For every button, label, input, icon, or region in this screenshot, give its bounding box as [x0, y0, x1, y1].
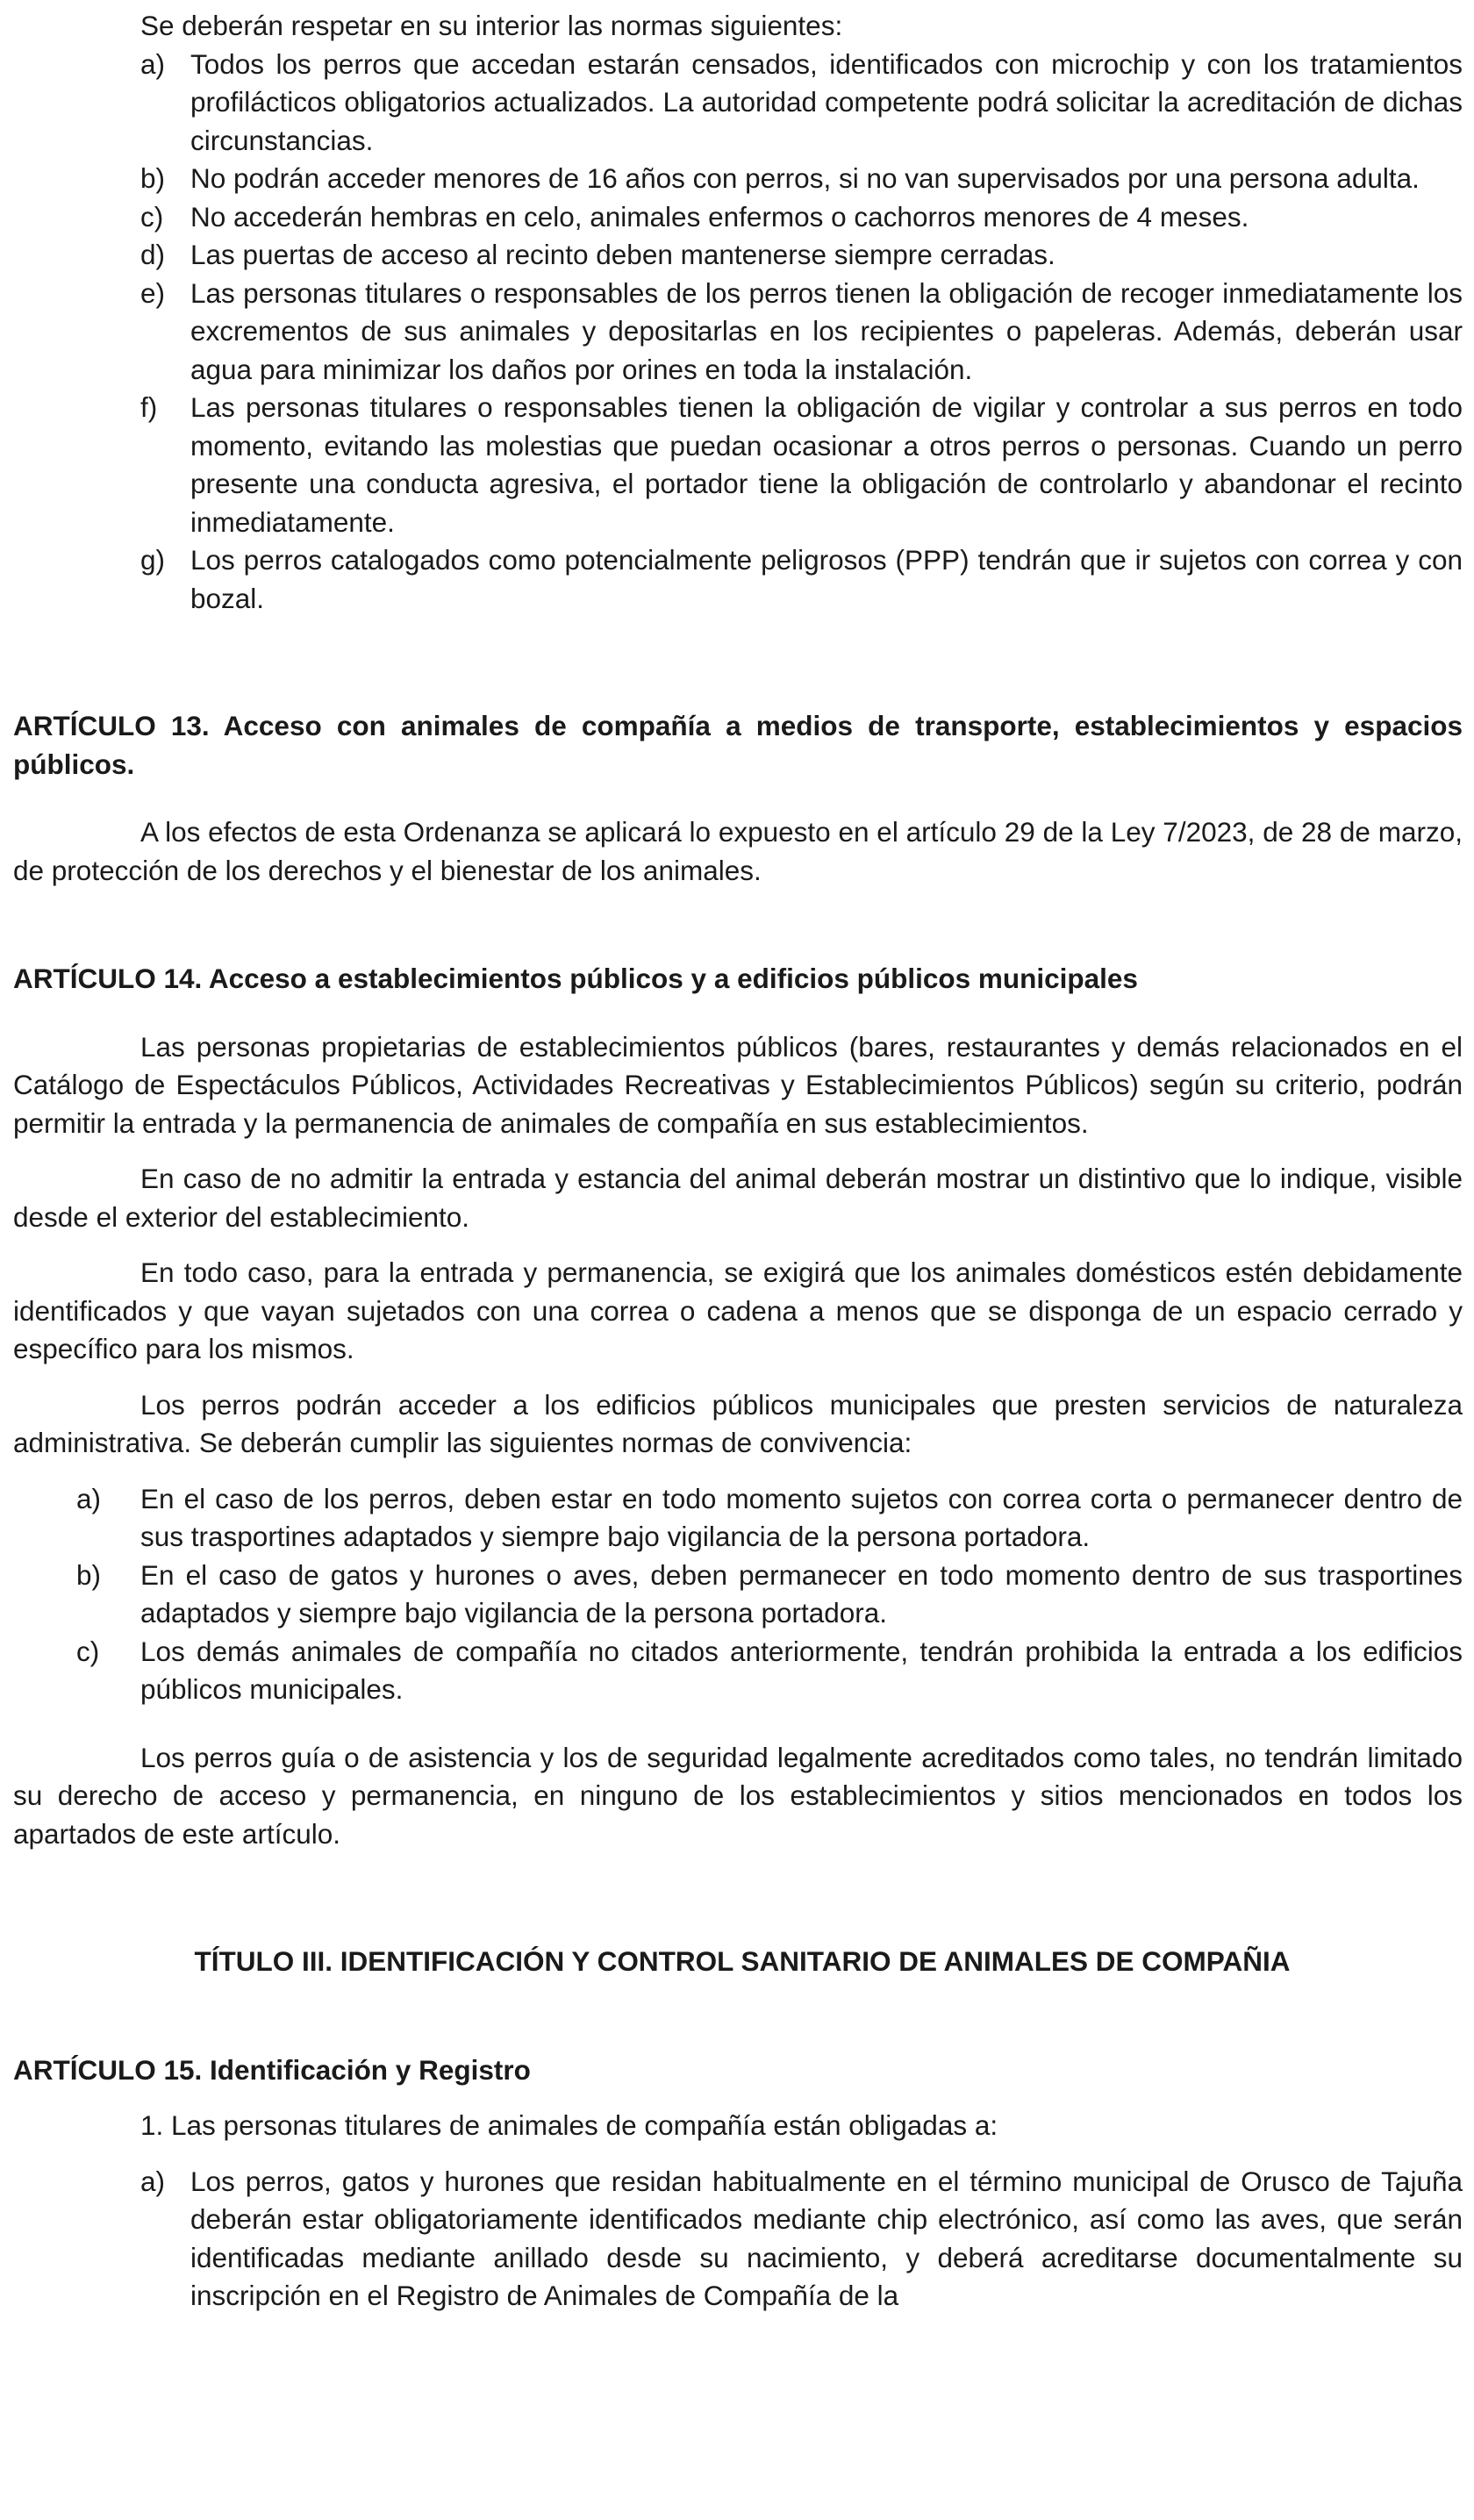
list-marker: a)	[140, 2165, 166, 2197]
list-text: Las personas titulares o responsables de los perros tienen la obligación de recoger inmediatamente los excrementos de sus animales y depositarlas en los recipientes o papeleras. Además, deberán usar agua para minimizar los daños por orines en toda la instalación.	[190, 276, 1463, 385]
list-item	[13, 389, 1463, 541]
list-marker: b)	[140, 162, 166, 194]
list-text: Las personas titulares o responsables tienen la obligación de vigilar y controlar a sus perros en todo momento, evitando las molestias que puedan ocasionar a otros perros o personas. Cuando un perro presente una conducta agresiva, el portador tiene la obligación de controlarlo y abandonar el recinto inmediatamente.	[190, 391, 1463, 538]
list-text: En el caso de gatos y hurones o aves, deben permanecer en todo momento dentro de sus trasportines adaptados y siempre bajo vigilancia de la persona portadora.	[140, 1558, 1463, 1629]
list-marker: c)	[76, 1635, 100, 1667]
list-text: Los perros, gatos y hurones que residan habitualmente en el término municipal de Orusco de Tajuña deberán estar obligatoriamente identificados mediante chip electrónico, así como las aves, que serán identificadas mediante anillado desde su nacimiento, y deberá acreditarse documentalmente su inscripción en el Registro de Animales de Compañía de la	[190, 2165, 1463, 2311]
list-text: No podrán acceder menores de 16 años con perros, si no van supervisados por una persona adulta.	[190, 162, 1420, 194]
list-item	[13, 275, 1463, 390]
art12-rules-list	[13, 46, 1463, 619]
list-item	[13, 46, 1463, 161]
list-text: Los demás animales de compañía no citados anteriormente, tendrán prohibida la entrada a los edificios públicos municipales.	[140, 1635, 1463, 1705]
titulo-iii-heading: TÍTULO III. IDENTIFICACIÓN Y CONTROL SANITARIO DE ANIMALES DE COMPAÑIA	[194, 1945, 1291, 1977]
list-text: Las puertas de acceso al recinto deben mantenerse siempre cerradas.	[190, 239, 1055, 270]
list-marker: a)	[76, 1482, 102, 1514]
list-marker: f)	[140, 391, 158, 423]
list-item	[13, 236, 1463, 275]
list-item	[13, 160, 1463, 198]
list-item	[13, 541, 1463, 618]
art14-paragraph-4: Los perros podrán acceder a los edificios públicos municipales que presten servicios de naturaleza administrativa. Se deberán cumplir las siguientes normas de convivencia:	[13, 1388, 1463, 1458]
art13-heading: ARTÍCULO 13. Acceso con animales de compañía a medios de transporte, establecimientos y espacios públicos.	[13, 710, 1463, 780]
list-marker: e)	[140, 276, 166, 309]
list-marker: d)	[140, 239, 166, 270]
list-text: En el caso de los perros, deben estar en todo momento sujetos con correa corta o permanecer dentro de sus trasportines adaptados y siempre bajo vigilancia de la persona portadora.	[140, 1482, 1463, 1552]
art14-paragraph-1: Las personas propietarias de establecimientos públicos (bares, restaurantes y demás relacionados en el Catálogo de Espectáculos Públicos, Actividades Recreativas y Establecimientos Públicos) según su criterio, podrán permitir la entrada y la permanencia de animales de compañía en sus establecimientos.	[13, 1030, 1463, 1139]
list-text: Los perros catalogados como potencialmente peligrosos (PPP) tendrán que ir sujetos con correa y con bozal.	[190, 544, 1463, 614]
art12-intro: Se deberán respetar en su interior las normas siguientes:	[140, 10, 843, 41]
list-text: No accederán hembras en celo, animales enfermos o cachorros menores de 4 meses.	[190, 200, 1249, 233]
art14-paragraph-2: En caso de no admitir la entrada y estancia del animal deberán mostrar un distintivo que lo indique, visible desde el exterior del establecimiento.	[13, 1163, 1463, 1233]
list-item	[13, 1633, 1463, 1709]
art13-body: A los efectos de esta Ordenanza se aplicará lo expuesto en el artículo 29 de la Ley 7/2023, de 28 de marzo, de protección de los derechos y el bienestar de los animales.	[13, 816, 1463, 886]
art15-heading: ARTÍCULO 15. Identificación y Registro	[13, 2053, 531, 2086]
list-marker: a)	[140, 47, 166, 80]
art15-rules-list	[13, 2163, 1463, 2316]
art14-heading: ARTÍCULO 14. Acceso a establecimientos públicos y a edificios públicos municipales	[13, 963, 1138, 994]
list-item	[13, 198, 1463, 237]
list-marker: b)	[76, 1558, 102, 1591]
art15-paragraph-1: 1. Las personas titulares de animales de compañía están obligadas a:	[140, 2109, 998, 2141]
art14-paragraph-3: En todo caso, para la entrada y permanencia, se exigirá que los animales domésticos estén debidamente identificados y que vayan sujetados con una correa o cadena a menos que se disponga de un espacio cerrado y específico para los mismos.	[13, 1256, 1463, 1364]
document-page	[13, 0, 1463, 2316]
list-text: Todos los perros que accedan estarán censados, identificados con microchip y con los tratamientos profilácticos obligatorios actualizados. La autoridad competente podrá solicitar la acreditación de dichas circunstancias.	[190, 47, 1463, 156]
list-marker: g)	[140, 544, 166, 576]
list-item	[13, 1480, 1463, 1557]
art14-rules-list	[13, 1480, 1463, 1709]
list-marker: c)	[140, 200, 164, 233]
list-item	[13, 2163, 1463, 2316]
list-item	[13, 1557, 1463, 1633]
art14-paragraph-5: Los perros guía o de asistencia y los de seguridad legalmente acreditados como tales, no tendrán limitado su derecho de acceso y permanencia, en ninguno de los establecimientos y sitios mencionados en todos los apartados de este artículo.	[13, 1741, 1463, 1850]
